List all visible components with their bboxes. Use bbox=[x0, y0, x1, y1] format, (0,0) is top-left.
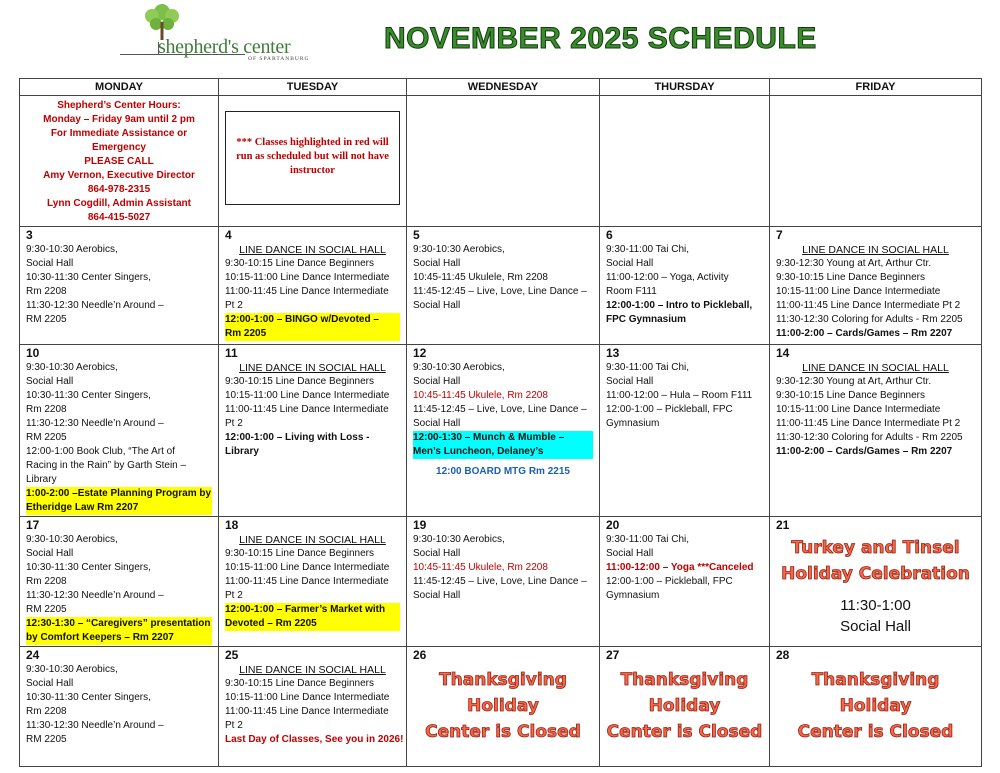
day-cell bbox=[770, 647, 982, 767]
class-entry: 9:30-10:30 Aerobics, bbox=[413, 362, 505, 373]
center-hours bbox=[26, 97, 212, 225]
page-title: NOVEMBER 2025 SCHEDULE bbox=[384, 22, 817, 55]
empty-cell bbox=[600, 96, 770, 227]
class-entry: 11:00-12:00 – Yoga, Activity bbox=[606, 272, 729, 283]
class-entry: Rm 2208 bbox=[26, 404, 67, 415]
class-entry: Racing in the Rain” by Garth Stein – bbox=[26, 460, 187, 471]
class-entry: Social Hall bbox=[413, 590, 461, 601]
class-entry: Pt 2 bbox=[225, 590, 243, 601]
schedule-calendar bbox=[19, 78, 982, 767]
class-entry: Gymnasium bbox=[606, 590, 660, 601]
day-cell bbox=[600, 647, 770, 767]
class-entry: Social Hall bbox=[413, 376, 461, 387]
day-number: 19 bbox=[413, 518, 427, 532]
class-entry: by Comfort Keepers – Rm 2207 bbox=[26, 631, 212, 645]
class-entry: 12:00-1:00 – BINGO w/Devoted – bbox=[225, 313, 400, 327]
class-entry: Library bbox=[26, 474, 57, 485]
class-entry: 9:30-10:15 Line Dance Beginners bbox=[225, 548, 374, 559]
class-entry: 12:00-1:00 – Intro to Pickleball, bbox=[606, 300, 753, 311]
class-entry: 11:45-12:45 – Live, Love, Line Dance – bbox=[413, 404, 587, 415]
week-row bbox=[20, 517, 982, 647]
class-entry: 12:00-1:00 – Living with Loss - bbox=[225, 432, 370, 443]
class-entry: Social Hall bbox=[26, 258, 74, 269]
class-entry: 10:15-11:00 Line Dance Intermediate bbox=[225, 692, 390, 703]
day-number: 18 bbox=[225, 518, 239, 532]
weekday-header: FRIDAY bbox=[770, 79, 982, 96]
holiday-banner-line: Thanksgiving bbox=[620, 670, 749, 690]
instructor-note: *** Classes highlighted in red will run as scheduled but will not have instructor bbox=[225, 111, 400, 205]
class-entry: 10:45-11:45 Ukulele, Rm 2208 bbox=[413, 272, 548, 283]
class-entry: Gymnasium bbox=[606, 418, 660, 429]
class-entry: 10:30-11:30 Center Singers, bbox=[26, 692, 151, 703]
class-entry: 9:30-10:30 Aerobics, bbox=[413, 534, 505, 545]
day-number: 17 bbox=[26, 518, 40, 532]
day-number: 13 bbox=[606, 346, 620, 360]
day-number: 21 bbox=[776, 518, 790, 532]
class-entry: 11:45-12:45 – Live, Love, Line Dance – bbox=[413, 286, 587, 297]
logo-subtitle: OF SPARTANBURG bbox=[248, 56, 310, 62]
class-entry: 9:30-10:15 Line Dance Beginners bbox=[225, 678, 374, 689]
class-entry: Social Hall bbox=[606, 258, 654, 269]
class-entry: 11:30-12:30 Coloring for Adults - Rm 2205 bbox=[776, 314, 963, 325]
class-entry: 11:00-12:00 – Yoga ***Canceled bbox=[606, 562, 754, 573]
weekday-header-row bbox=[20, 79, 982, 96]
class-entry: Men’s Luncheon, Delaney’s bbox=[413, 445, 593, 459]
class-entry: 10:30-11:30 Center Singers, bbox=[26, 562, 151, 573]
day-cell bbox=[407, 345, 600, 517]
class-entry: Social Hall bbox=[413, 548, 461, 559]
section-heading: LINE DANCE IN SOCIAL HALL bbox=[239, 244, 386, 256]
class-entry: 10:15-11:00 Line Dance Intermediate bbox=[776, 404, 941, 415]
day-cell bbox=[600, 345, 770, 517]
weekday-header: WEDNESDAY bbox=[407, 79, 600, 96]
class-entry: 11:30-12:30 Needle’n Around – bbox=[26, 720, 164, 731]
holiday-banner-line: Holiday Celebration bbox=[781, 564, 970, 584]
class-entry: 11:00-12:00 – Hula – Room F111 bbox=[606, 390, 753, 401]
board-meeting-note: 12:00 BOARD MTG Rm 2215 bbox=[436, 466, 570, 477]
note-cell bbox=[219, 96, 407, 227]
week-row bbox=[20, 345, 982, 517]
week-row bbox=[20, 647, 982, 767]
day-number: 11 bbox=[225, 346, 238, 360]
class-entry: Social Hall bbox=[413, 300, 461, 311]
class-entry: 9:30-10:15 Line Dance Beginners bbox=[225, 376, 374, 387]
holiday-banner bbox=[776, 667, 975, 745]
class-entry: 12:00-1:00 – Pickleball, FPC bbox=[606, 576, 733, 587]
holiday-banner-line: Turkey and Tinsel bbox=[791, 538, 960, 558]
day-number: 3 bbox=[26, 228, 33, 242]
class-entry: 9:30-11:00 Tai Chi, bbox=[606, 244, 690, 255]
class-entry: 9:30-10:15 Line Dance Beginners bbox=[225, 258, 374, 269]
class-entry: 1:00-2:00 –Estate Planning Program by bbox=[26, 488, 212, 499]
class-entry: 11:00-2:00 – Cards/Games – Rm 2207 bbox=[776, 446, 953, 457]
holiday-banner-line: Holiday bbox=[839, 696, 912, 716]
class-entry: 10:15-11:00 Line Dance Intermediate bbox=[225, 272, 390, 283]
day-cell bbox=[770, 345, 982, 517]
class-entry: 11:00-2:00 – Cards/Games – Rm 2207 bbox=[776, 328, 953, 339]
class-entry: Library bbox=[225, 446, 259, 457]
class-entry: Rm 2208 bbox=[26, 576, 67, 587]
class-entry: 9:30-11:00 Tai Chi, bbox=[606, 534, 690, 545]
day-number: 28 bbox=[776, 648, 790, 662]
class-entry: Social Hall bbox=[26, 548, 74, 559]
class-entry: 11:00-11:45 Line Dance Intermediate bbox=[225, 576, 389, 587]
class-entry: 12:00-1:00 Book Club, “The Art of bbox=[26, 446, 175, 457]
hours-line: PLEASE CALL bbox=[84, 156, 154, 167]
empty-cell bbox=[770, 96, 982, 227]
holiday-banner-line: Holiday bbox=[467, 696, 539, 716]
class-entry: Social Hall bbox=[26, 376, 74, 387]
section-heading: LINE DANCE IN SOCIAL HALL bbox=[239, 534, 386, 546]
holiday-banner-line: Thanksgiving bbox=[439, 670, 567, 690]
day-number: 27 bbox=[606, 648, 620, 662]
section-heading: LINE DANCE IN SOCIAL HALL bbox=[239, 664, 386, 676]
class-entry: 11:00-11:45 Line Dance Intermediate Pt 2 bbox=[776, 300, 961, 311]
day-cell bbox=[219, 345, 407, 517]
weekday-header: MONDAY bbox=[20, 79, 219, 96]
day-cell bbox=[407, 517, 600, 647]
class-entry: 10:15-11:00 Line Dance Intermediate bbox=[225, 390, 390, 401]
class-entry: 10:45-11:45 Ukulele, Rm 2208 bbox=[413, 390, 548, 401]
class-entry: RM 2205 bbox=[26, 604, 67, 615]
day-cell bbox=[219, 517, 407, 647]
week-row bbox=[20, 227, 982, 345]
class-entry: Rm 2208 bbox=[26, 286, 67, 297]
section-heading: LINE DANCE IN SOCIAL HALL bbox=[802, 244, 949, 256]
class-entry: Social Hall bbox=[606, 376, 654, 387]
event-details bbox=[776, 595, 975, 637]
class-entry: 9:30-10:30 Aerobics, bbox=[26, 244, 118, 255]
hours-line: Amy Vernon, Executive Director bbox=[43, 170, 195, 181]
event-line: Social Hall bbox=[840, 618, 911, 635]
class-entry: RM 2205 bbox=[26, 734, 67, 745]
class-entry: 9:30-12:30 Young at Art, Arthur Ctr. bbox=[776, 258, 932, 269]
day-cell bbox=[600, 517, 770, 647]
holiday-banner bbox=[606, 667, 763, 745]
day-number: 14 bbox=[776, 346, 790, 360]
class-entry: Rm 2205 bbox=[225, 327, 400, 341]
class-entry: 12:00-1:00 – Farmer’s Market with bbox=[225, 603, 400, 617]
day-cell bbox=[20, 517, 219, 647]
class-entry: 9:30-10:30 Aerobics, bbox=[413, 244, 505, 255]
class-entry: RM 2205 bbox=[26, 314, 67, 325]
day-cell bbox=[20, 227, 219, 345]
day-number: 7 bbox=[776, 228, 783, 242]
class-entry: Etheridge Law Rm 2207 bbox=[26, 501, 212, 515]
weekday-header: TUESDAY bbox=[219, 79, 407, 96]
event-line: 11:30-1:00 bbox=[840, 597, 911, 614]
class-entry: 9:30-10:30 Aerobics, bbox=[26, 664, 118, 675]
info-row bbox=[20, 96, 982, 227]
day-number: 20 bbox=[606, 518, 620, 532]
class-entry: 11:45-12:45 – Live, Love, Line Dance – bbox=[413, 576, 587, 587]
class-entry: 9:30-10:15 Line Dance Beginners bbox=[776, 272, 925, 283]
class-entry: Social Hall bbox=[606, 548, 654, 559]
holiday-banner bbox=[413, 667, 593, 745]
day-number: 26 bbox=[413, 648, 427, 662]
hours-line: Monday – Friday 9am until 2 pm bbox=[43, 114, 195, 125]
day-number: 6 bbox=[606, 228, 613, 242]
class-entry: Last Day of Classes, See you in 2026! bbox=[225, 734, 404, 745]
day-number: 10 bbox=[26, 346, 40, 360]
holiday-banner-line: Thanksgiving bbox=[811, 670, 940, 690]
day-cell bbox=[407, 647, 600, 767]
day-cell bbox=[20, 345, 219, 517]
hours-line: 864-415-5027 bbox=[87, 212, 151, 223]
holiday-banner-line: Center is Closed bbox=[425, 722, 581, 742]
hours-line: Emergency bbox=[92, 142, 146, 153]
day-cell bbox=[219, 647, 407, 767]
day-cell bbox=[219, 227, 407, 345]
class-entry: 10:45-11:45 Ukulele, Rm 2208 bbox=[413, 562, 548, 573]
class-entry: FPC Gymnasium bbox=[606, 314, 687, 325]
shepherds-center-logo bbox=[120, 2, 320, 72]
holiday-banner-line: Center is Closed bbox=[797, 722, 954, 742]
day-cell bbox=[20, 647, 219, 767]
class-entry: 9:30-10:30 Aerobics, bbox=[26, 362, 118, 373]
holiday-banner-line: Center is Closed bbox=[606, 722, 763, 742]
day-cell bbox=[770, 517, 982, 647]
class-entry: 11:00-11:45 Line Dance Intermediate bbox=[225, 404, 389, 415]
class-entry: 10:15-11:00 Line Dance Intermediate bbox=[776, 286, 941, 297]
day-cell bbox=[770, 227, 982, 345]
class-entry: 11:00-11:45 Line Dance Intermediate bbox=[225, 286, 389, 297]
class-entry: Room F111 bbox=[606, 286, 657, 297]
center-hours-cell bbox=[20, 96, 219, 227]
class-entry: Pt 2 bbox=[225, 300, 243, 311]
day-number: 25 bbox=[225, 648, 239, 662]
hours-line: For Immediate Assistance or bbox=[50, 128, 188, 139]
day-cell bbox=[600, 227, 770, 345]
day-number: 5 bbox=[413, 228, 420, 242]
class-entry: Social Hall bbox=[413, 418, 461, 429]
class-entry: 10:15-11:00 Line Dance Intermediate bbox=[225, 562, 390, 573]
class-entry: Devoted – Rm 2205 bbox=[225, 617, 400, 631]
section-heading: LINE DANCE IN SOCIAL HALL bbox=[239, 362, 386, 374]
class-entry: 10:30-11:30 Center Singers, bbox=[26, 272, 151, 283]
class-entry: 11:30-12:30 Coloring for Adults - Rm 2205 bbox=[776, 432, 963, 443]
day-cell bbox=[407, 227, 600, 345]
hours-line: Shepherd’s Center Hours: bbox=[57, 100, 181, 111]
class-entry: 9:30-10:30 Aerobics, bbox=[26, 534, 118, 545]
class-entry: 10:30-11:30 Center Singers, bbox=[26, 390, 151, 401]
class-entry: 11:00-11:45 Line Dance Intermediate bbox=[225, 706, 389, 717]
class-entry: 9:30-11:00 Tai Chi, bbox=[606, 362, 690, 373]
class-entry: 11:30-12:30 Needle’n Around – bbox=[26, 300, 164, 311]
class-entry: Social Hall bbox=[413, 258, 461, 269]
class-entry: Rm 2208 bbox=[26, 706, 67, 717]
class-entry: 11:30-12:30 Needle’n Around – bbox=[26, 590, 164, 601]
class-entry: Pt 2 bbox=[225, 418, 243, 429]
class-entry: 12:00-1:30 – Munch & Mumble – bbox=[413, 431, 593, 445]
class-entry: 12:00-1:00 – Pickleball, FPC bbox=[606, 404, 733, 415]
class-entry: 12:30-1:30 – “Caregivers” presentation bbox=[26, 618, 211, 629]
day-number: 4 bbox=[225, 228, 232, 242]
holiday-banner bbox=[776, 535, 975, 587]
class-entry: RM 2205 bbox=[26, 432, 67, 443]
hours-line: 864-978-2315 bbox=[87, 184, 151, 195]
section-heading: LINE DANCE IN SOCIAL HALL bbox=[802, 362, 949, 374]
empty-cell bbox=[407, 96, 600, 227]
day-number: 24 bbox=[26, 648, 40, 662]
hours-line: Lynn Cogdill, Admin Assistant bbox=[47, 198, 191, 209]
class-entry: 9:30-12:30 Young at Art, Arthur Ctr. bbox=[776, 376, 932, 387]
class-entry: 11:30-12:30 Needle’n Around – bbox=[26, 418, 164, 429]
class-entry: Social Hall bbox=[26, 678, 74, 689]
holiday-banner-line: Holiday bbox=[648, 696, 721, 716]
class-entry: Pt 2 bbox=[225, 720, 243, 731]
day-number: 12 bbox=[413, 346, 427, 360]
class-entry: 9:30-10:15 Line Dance Beginners bbox=[776, 390, 925, 401]
weekday-header: THURSDAY bbox=[600, 79, 770, 96]
class-entry: 11:00-11:45 Line Dance Intermediate Pt 2 bbox=[776, 418, 961, 429]
logo-name: shepherd's center bbox=[158, 36, 291, 58]
